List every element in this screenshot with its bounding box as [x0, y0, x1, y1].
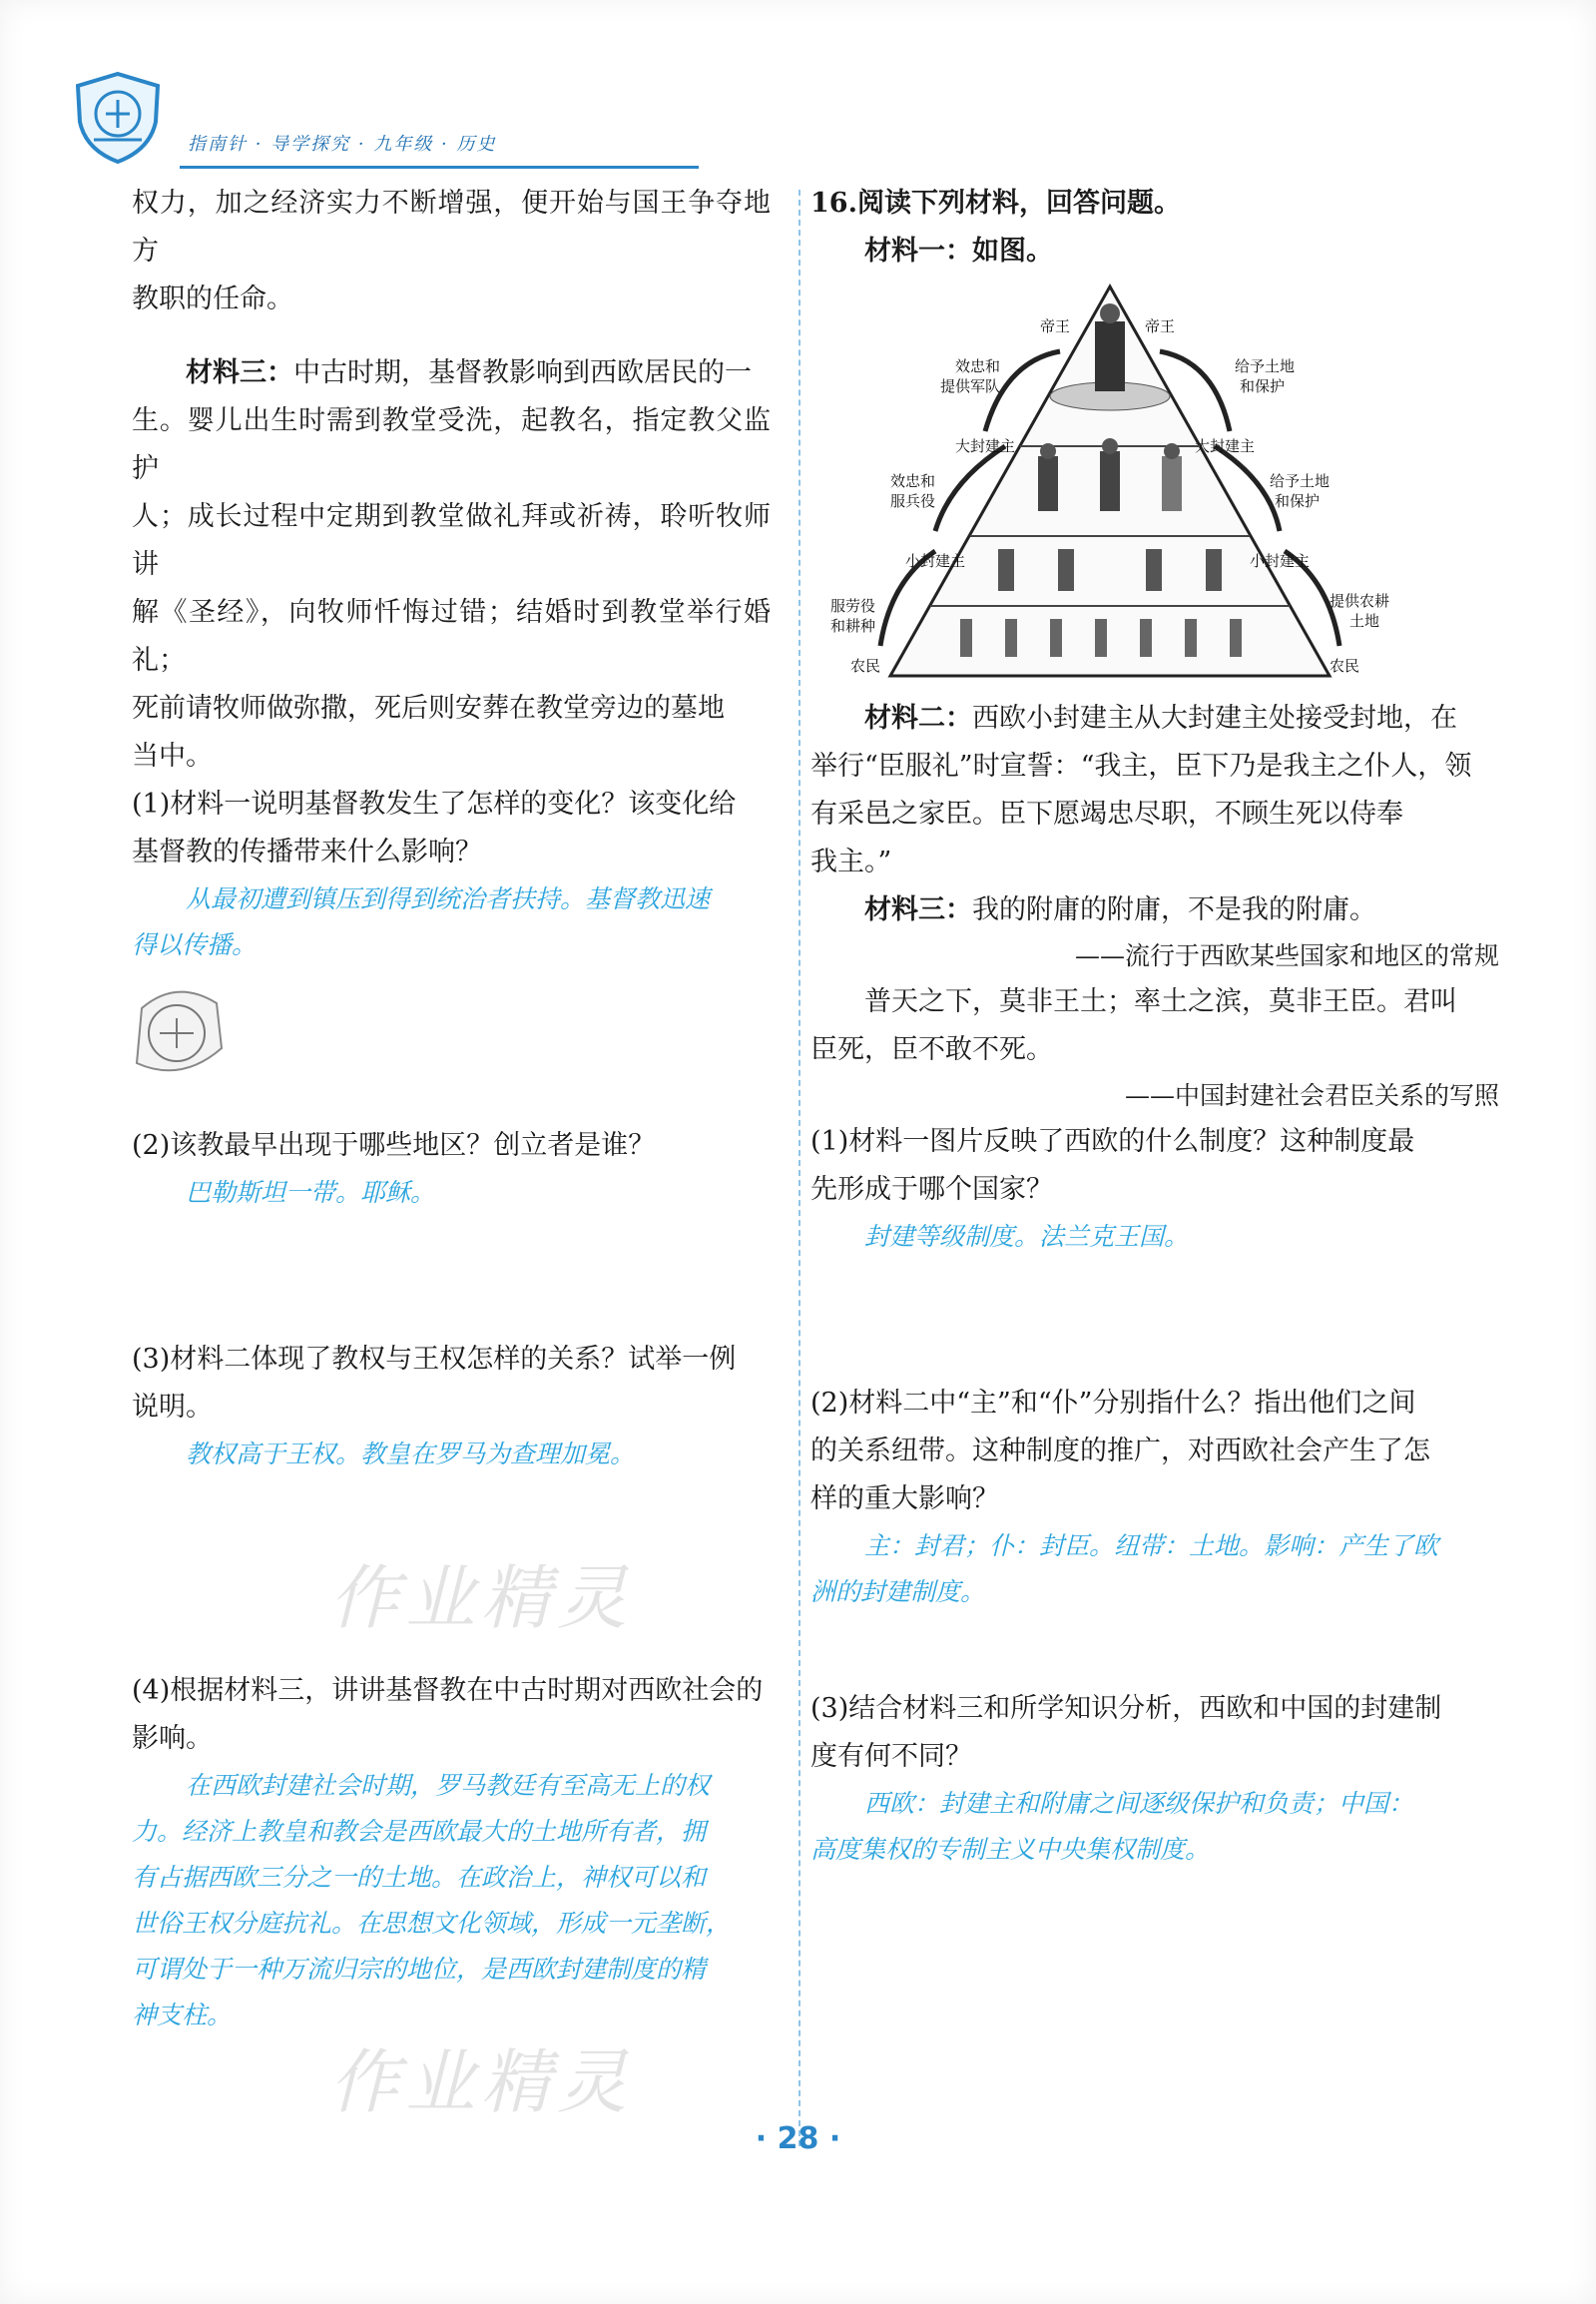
header-rule [180, 166, 699, 169]
fig-label-great-lord: 大封建主 [955, 437, 1016, 455]
material-three: 材料三：我的附庸的附庸，不是我的附庸。 [864, 894, 1376, 925]
answer-1-cont: 得以传播。 [132, 930, 258, 959]
fig-label-duty: 提供军队 [940, 377, 1001, 395]
answer-2: 主：封君；仆：封臣。纽带：土地。影响：产生了欧 [864, 1531, 1439, 1560]
answer-1: 从最初遭到镇压到得到统治者扶持。基督教迅速 [186, 884, 711, 913]
fig-label-duty: 服兵役 [890, 492, 936, 510]
answer-3-cont: 高度集权的专制主义中央集权制度。 [810, 1835, 1211, 1864]
fig-label-duty: 效忠和 [955, 357, 1001, 375]
fig-label-emperor-left: 帝王 [1040, 317, 1071, 335]
fig-label-duty: 给予土地 [1270, 472, 1330, 490]
answer-4-cont: 神支柱。 [132, 2001, 233, 2029]
page-number: · 28 · [755, 2121, 841, 2156]
answer-2-cont: 洲的封建制度。 [810, 1577, 986, 1606]
material-three-line: 材料三：中古时期，基督教影响到西欧居民的一 [186, 357, 752, 388]
question-4: (4)根据材料三，讲讲基督教在中古时期对西欧社会的 [132, 1675, 764, 1706]
source-line: ——中国封建社会君臣关系的写照 [1124, 1081, 1499, 1110]
answer-4-cont: 力。经济上教皇和教会是西欧最大的土地所有者，拥 [132, 1817, 707, 1846]
seal-stamp-icon [122, 978, 232, 1088]
school-shield-logo-icon [70, 70, 166, 166]
text-line: 权力，加之经济实力不断增强，便开始与国王争夺地方 [132, 188, 771, 267]
material-two: 材料二：西欧小封建主从大封建主处接受封地，在 [864, 703, 1457, 734]
fig-label-duty: 和保护 [1240, 377, 1286, 395]
fig-label-small-lord: 小封建主 [1250, 552, 1311, 570]
fig-label-peasant: 农民 [850, 657, 881, 675]
question-3-cont: 度有何不同？ [810, 1741, 972, 1772]
fig-label-small-lord: 小封建主 [905, 552, 966, 570]
right-column [810, 180, 1499, 1873]
answer-1: 封建等级制度。法兰克王国。 [864, 1222, 1190, 1251]
fig-label-duty: 服劳役 [830, 597, 876, 615]
question-1: (1)材料一图片反映了西欧的什么制度？这种制度最 [810, 1126, 1415, 1157]
text-line: 当中。 [132, 741, 213, 772]
fig-label-great-lord: 大封建主 [1195, 437, 1256, 455]
text-line: 举行“臣服礼”时宣誓：“我主，臣下乃是我主之仆人，领 [810, 751, 1472, 782]
fig-label-duty: 提供农耕 [1330, 592, 1390, 610]
question-3: (3)结合材料三和所学知识分析，西欧和中国的封建制 [810, 1693, 1442, 1724]
answer-4-cont: 世俗王权分庭抗礼。在思想文化领域，形成一元垄断， [132, 1909, 732, 1938]
material-one: 材料一：如图。 [864, 236, 1053, 267]
column-divider [798, 190, 800, 2146]
question-3-cont: 说明。 [132, 1392, 213, 1423]
material-label: 材料三： [186, 357, 293, 388]
source-line: ——流行于西欧某些国家和地区的常规 [1074, 941, 1499, 970]
answer-2: 巴勒斯坦一带。耶稣。 [186, 1178, 436, 1207]
text-line: 臣死，臣不敢不死。 [810, 1034, 1053, 1065]
text-line: 人；成长过程中定期到教堂做礼拜或祈祷，聆听牧师讲 [132, 501, 771, 580]
answer-4-cont: 可谓处于一种万流归宗的地位，是西欧封建制度的精 [132, 1955, 707, 1984]
left-column [132, 180, 771, 2038]
answer-3: 教权高于王权。教皇在罗马为查理加冕。 [186, 1440, 636, 1468]
answer-4: 在西欧封建社会时期，罗马教廷有至高无上的权 [186, 1771, 711, 1800]
answer-3: 西欧：封建主和附庸之间逐级保护和负责；中国： [864, 1789, 1414, 1818]
fig-label-peasant: 农民 [1330, 657, 1360, 675]
text-line: 我主。” [810, 847, 892, 877]
watermark: 作业精灵 [329, 1557, 633, 1639]
question-1: (1)材料一说明基督教发生了怎样的变化？该变化给 [132, 789, 737, 820]
fig-label-duty: 给予土地 [1235, 357, 1296, 375]
text-line: 解《圣经》，向牧师忏悔过错；结婚时到教堂举行婚礼； [132, 597, 771, 676]
fig-label-duty: 和保护 [1275, 492, 1321, 510]
fig-label-emperor-right: 帝王 [1145, 317, 1176, 335]
question-3: (3)材料二体现了教权与王权怎样的关系？试举一例 [132, 1344, 737, 1375]
question-2-cont: 样的重大影响？ [810, 1483, 999, 1514]
text-line: 生。婴儿出生时需到教堂受洗，起教名，指定教父监护 [132, 405, 771, 484]
page-header [70, 70, 639, 180]
text-line: 有采邑之家臣。臣下愿竭忠尽职，不顾生死以侍奉 [810, 799, 1403, 830]
answer-4-cont: 有占据西欧三分之一的土地。在政治上，神权可以和 [132, 1863, 707, 1892]
question-1-cont: 基督教的传播带来什么影响？ [132, 837, 482, 867]
text-line: 教职的任命。 [132, 284, 293, 314]
fig-label-duty: 和耕种 [830, 617, 876, 635]
text-line: 普天之下，莫非王土；率土之滨，莫非王臣。君叫 [864, 986, 1457, 1017]
question-2: (2)该教最早出现于哪些地区？创立者是谁？ [132, 1130, 656, 1161]
question-1-cont: 先形成于哪个国家？ [810, 1174, 1053, 1205]
fig-label-duty: 效忠和 [890, 472, 936, 490]
fig-label-duty: 土地 [1349, 612, 1380, 630]
question-16-title: 16.阅读下列材料，回答问题。 [810, 188, 1181, 219]
header-title: 指南针 · 导学探究 · 九年级 · 历史 [188, 134, 497, 155]
question-2: (2)材料二中“主”和“仆”分别指什么？指出他们之间 [810, 1388, 1416, 1419]
text-line: 死前请牧师做弥撒，死后则安葬在教堂旁边的墓地 [132, 693, 725, 724]
watermark: 作业精灵 [329, 2041, 633, 2123]
question-2-cont: 的关系纽带。这种制度的推广，对西欧社会产生了怎 [810, 1436, 1430, 1466]
question-4-cont: 影响。 [132, 1723, 213, 1754]
feudal-hierarchy-figure [810, 282, 1409, 681]
